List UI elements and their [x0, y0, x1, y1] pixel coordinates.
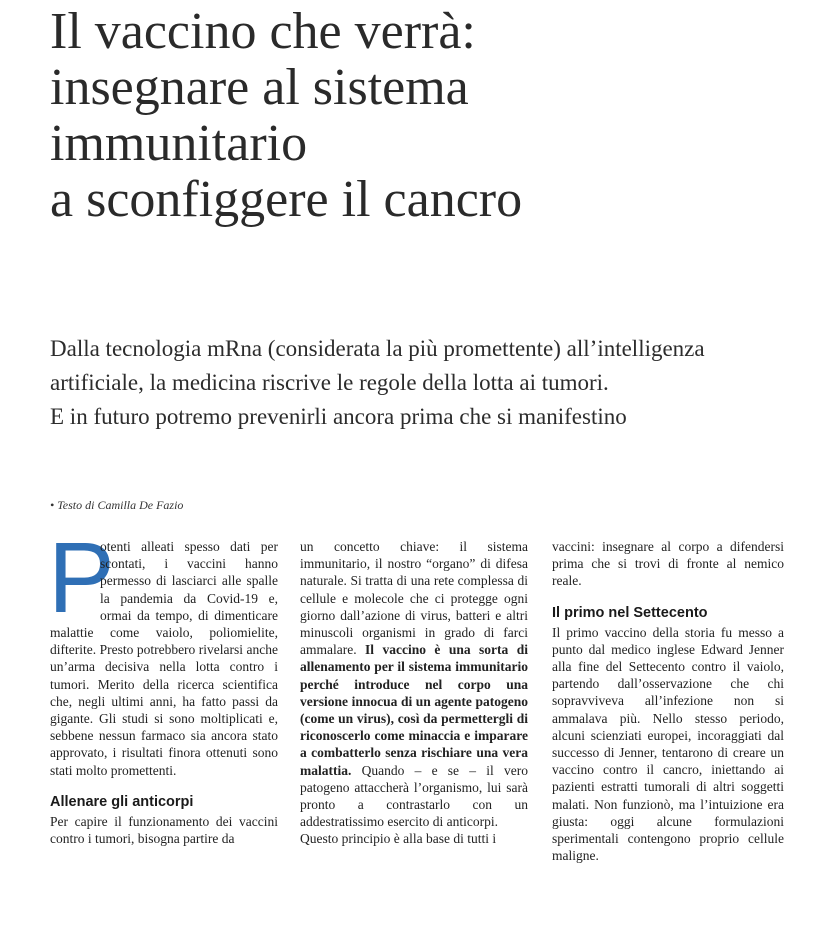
paragraph: Per capire il funzionamento dei vaccini contro i tumori, bisogna partire da [50, 813, 278, 847]
paragraph: Questo principio è alla base di tutti i [300, 831, 497, 847]
paragraph-text: un concetto chiave: il sistema immunitario, il nostro “organo” di difesa naturale. Si tratta di una rete complessa di cellule e molecole che ci protegge ogni giorno dall’azione di virus, batteri e altri minuscoli organismi in grado di farci ammalare. [300, 539, 528, 658]
section-heading: Allenare gli anticorpi [50, 793, 194, 810]
subtitle-line: E in futuro potremo prevenirli ancora prima che si manifestino [50, 404, 627, 429]
section-heading: Il primo nel Settecento [552, 604, 708, 621]
dropcap-letter: P [48, 522, 115, 634]
title-line: a sconfiggere il cancro [50, 171, 523, 228]
text-column-2 [300, 538, 528, 848]
paragraph: otenti alleati spesso dati per scontati, i vaccini hanno permesso di lasciarci alle spalle la pandemia da Covid-19 e, ormai da tempo, di dimenticare malattie come vaiolo, poliomielite, difterite. Presto potrebbero rivelarsi anche un’arma decisiva nella lotta contro i tumori. Merito della ricerca scientifica che, negli ultimi anni, ha fatto passi da gigante. Gli studi si sono moltiplicati e, sebbene nessun farmaco sia ancora stato approvato, i risultati finora ottenuti sono stati molto promettenti. [50, 539, 278, 778]
paragraph [300, 538, 528, 830]
article-subtitle [50, 332, 810, 434]
text-column-1 [48, 522, 278, 847]
title-line: Il vaccino che verrà: [50, 3, 476, 60]
title-line: insegnare al sistema [50, 59, 469, 116]
article-title [50, 4, 790, 228]
paragraph: Il primo vaccino della storia fu messo a punto dal medico inglese Edward Jenner alla fine del Settecento contro il vaiolo, partendo dall’osservazione che chi sopravviveva all’infezione non si ammalava più. Nello stesso periodo, alcuni scienziati europei, incoraggiati dal successo di Jenner, tentarono di creare un vaccino contro il cancro, iniettando ai pazienti estratti tumorali di altri soggetti malati. Non funzionò, ma l’intuizione era giusta: oggi alcune formulazioni sperimentali contengono proprio cellule maligne. [552, 624, 784, 864]
dropcap [48, 522, 115, 634]
subtitle-line: Dalla tecnologia mRna (considerata la più promettente) all’intelligenza [50, 336, 705, 361]
paragraph-bold-text: Il vaccino è una sorta di allenamento per il sistema immunitario perché introduce nel corpo una versione innocua di un agente patogeno (come un virus), così da permettergli di riconoscerlo come minaccia e imparare a combatterlo senza rischiare una vera malattia. [300, 642, 528, 778]
paragraph-text: Quando – e se – il vero patogeno attaccherà l’organismo, lui sarà pronto a contrastarlo con un addestratissimo esercito di anticorpi. [300, 762, 528, 830]
title-line: immunitario [50, 115, 308, 172]
subtitle-line: artificiale, la medicina riscrive le regole della lotta ai tumori. [50, 370, 609, 395]
byline: • Testo di Camilla De Fazio [50, 498, 184, 512]
text-column-3 [552, 538, 784, 864]
paragraph: vaccini: insegnare al corpo a difendersi prima che si trovi di fronte al nemico reale. [552, 539, 784, 589]
